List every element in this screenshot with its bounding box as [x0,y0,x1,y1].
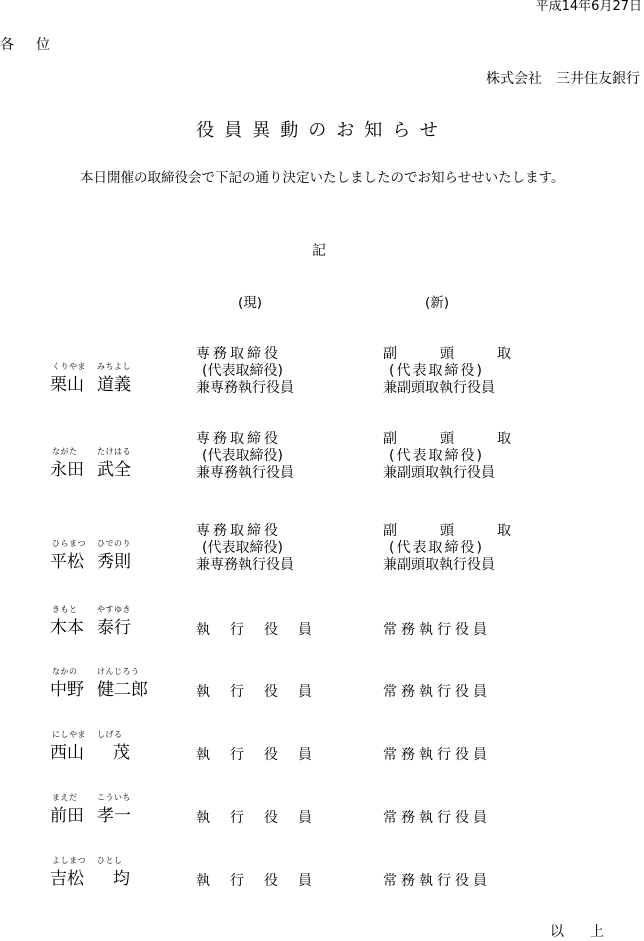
current-position [196,346,294,397]
new-position [383,523,554,574]
new-position [383,346,554,397]
addressee: 各位 [0,37,72,53]
current-position [196,810,332,827]
new-position-line: 常務執行役員 [383,873,491,889]
new-position-line: (代表取締役) [389,540,484,556]
current-position-line: 執行役員 [196,810,332,826]
given-name: 孝一 [97,806,131,826]
new-position [383,431,554,482]
new-position-line: 常務執行役員 [383,684,491,700]
surname-furigana: なかの [52,667,78,676]
ki-marker: 記 [312,243,326,259]
current-position-line: 兼専務執行役員 [196,557,294,573]
surname: 中野 [50,680,84,700]
given-name-furigana: みちよし [97,362,131,371]
surname: 木本 [50,618,84,638]
given-name-furigana: しげる [97,730,123,739]
given-name: 道義 [97,375,131,395]
new-position-line: (代表取締役) [389,363,484,379]
given-name: 均 [113,869,130,889]
given-name: 秀則 [97,552,131,572]
surname: 前田 [50,806,84,826]
sender-company: 株式会社 三井住友銀行 [486,71,640,87]
surname: 西山 [50,743,84,763]
surname: 平松 [50,552,84,572]
given-name: 健二郎 [97,680,148,700]
current-position [196,684,332,701]
new-position-line: 常務執行役員 [383,622,491,638]
current-position-line: (代表取締役) [202,448,283,464]
current-position [196,747,332,764]
given-name: 武全 [97,460,131,480]
current-position-line: 専務取締役 [196,523,281,539]
issue-date: 平成14年6月27日 [535,0,642,14]
surname-furigana: よしまつ [52,856,86,865]
current-position-line: 兼専務執行役員 [196,380,294,396]
surname-furigana: ひらまつ [52,539,86,548]
current-position-line: 専務取締役 [196,346,281,362]
new-position-line: 兼副頭取執行役員 [383,380,495,396]
given-name: 茂 [113,743,130,763]
given-name-furigana: やすゆき [97,605,131,614]
closing-mark: 以上 [550,924,630,940]
current-position-line: 執行役員 [196,747,332,763]
new-position-line: 兼副頭取執行役員 [383,465,495,481]
surname: 栗山 [50,375,84,395]
current-position-line: 専務取締役 [196,431,281,447]
current-position-line: 執行役員 [196,622,332,638]
current-position [196,873,332,890]
new-position-line: 常務執行役員 [383,747,491,763]
lead-paragraph: 本日開催の取締役会で下記の通り決定いたしましたのでお知らせせいたします。 [80,170,565,186]
current-position-line: (代表取締役) [202,363,283,379]
current-position-line: 兼専務執行役員 [196,465,294,481]
new-position [383,873,491,890]
current-position-line: 執行役員 [196,873,332,889]
current-position-line: (代表取締役) [202,540,283,556]
surname-furigana: まえだ [52,793,78,802]
surname: 永田 [50,460,84,480]
new-position-line: 副頭取 [383,523,554,539]
given-name-furigana: ひでのり [97,539,131,548]
new-position-line: (代表取締役) [389,448,484,464]
given-name-furigana: ひとし [97,856,123,865]
surname-furigana: ながた [52,447,78,456]
current-position [196,523,294,574]
document-title: 役員異動のお知らせ [196,120,448,141]
new-position-line: 副頭取 [383,431,554,447]
surname: 吉松 [50,869,84,889]
current-position-line: 執行役員 [196,684,332,700]
given-name: 泰行 [97,618,131,638]
surname-furigana: にしやま [52,730,86,739]
new-position-line: 副頭取 [383,346,554,362]
current-position [196,431,294,482]
column-header-new: (新) [425,295,450,311]
surname-furigana: きもと [52,605,78,614]
given-name-furigana: こういち [97,793,131,802]
given-name-furigana: たけはる [97,447,131,456]
new-position [383,810,491,827]
column-header-current: (現) [238,295,263,311]
new-position-line: 兼副頭取執行役員 [383,557,495,573]
new-position-line: 常務執行役員 [383,810,491,826]
given-name-furigana: けんじろう [97,667,140,676]
new-position [383,684,491,701]
current-position [196,622,332,639]
surname-furigana: くりやま [52,362,86,371]
new-position [383,747,491,764]
new-position [383,622,491,639]
